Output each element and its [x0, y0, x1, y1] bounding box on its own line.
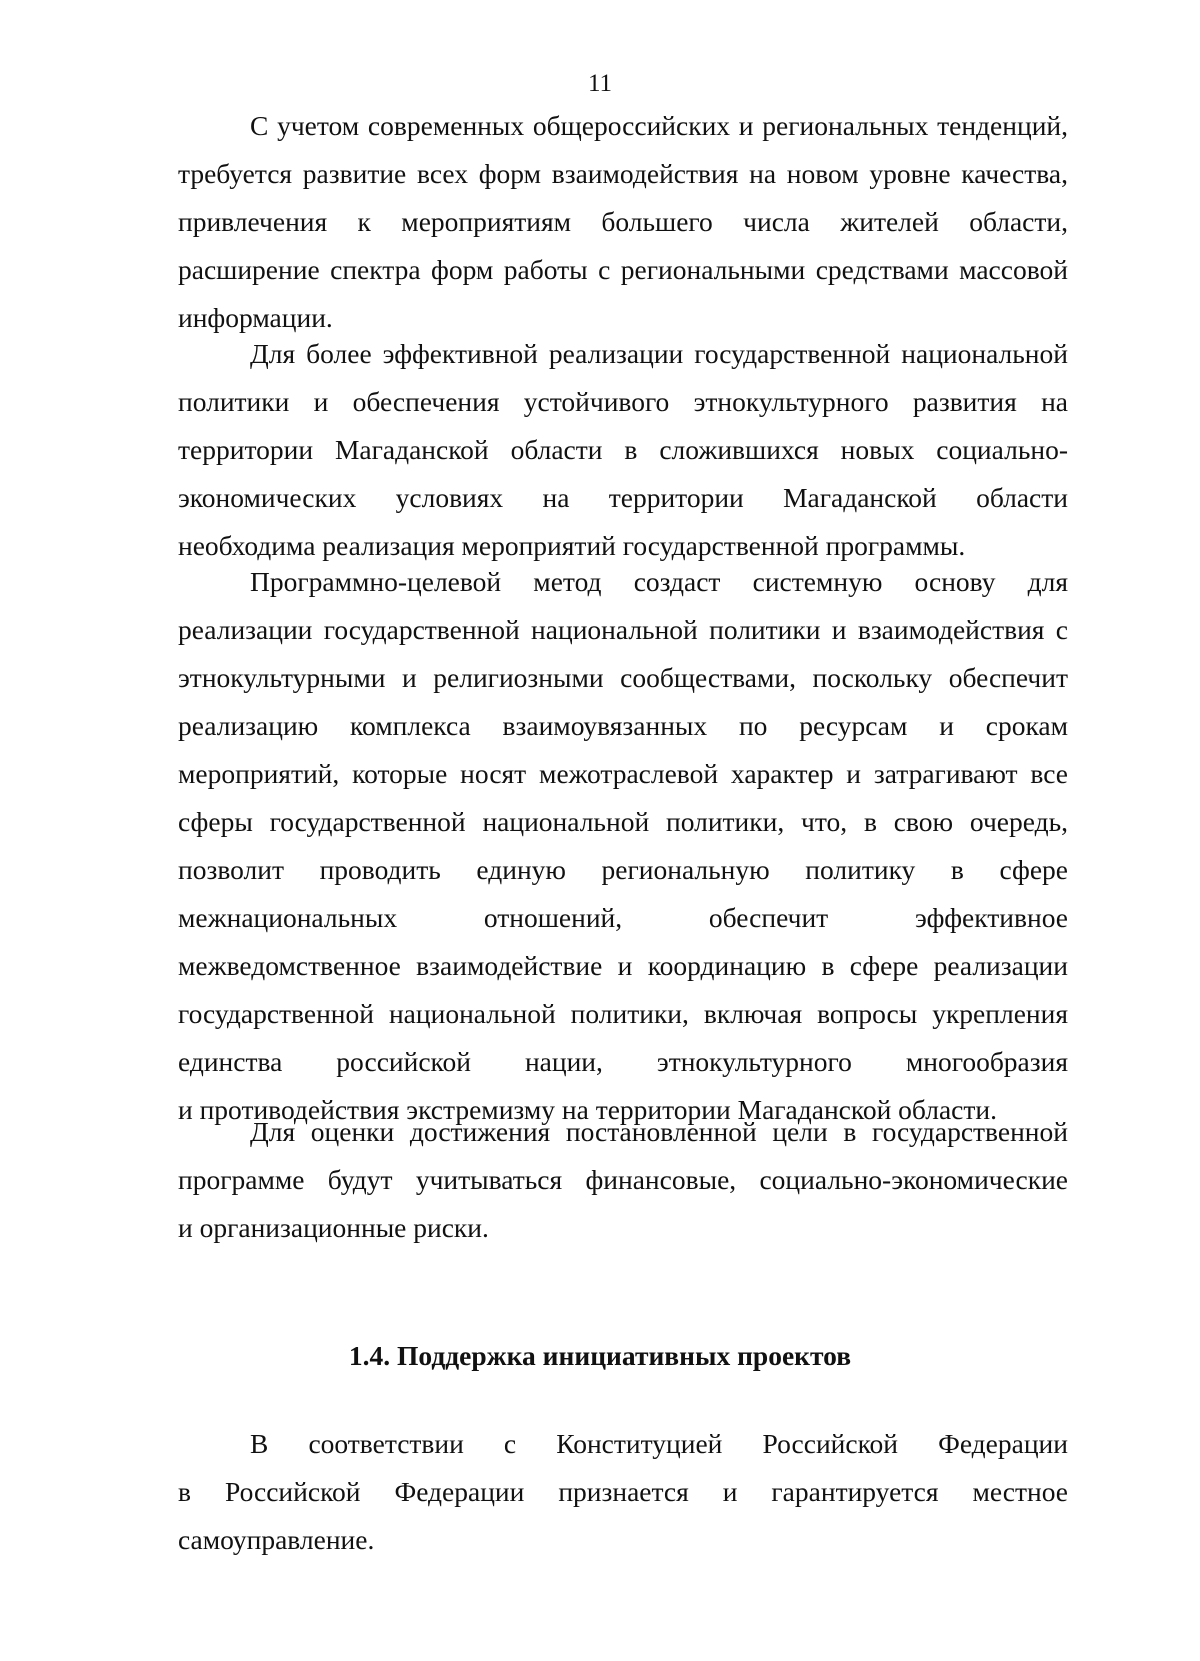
text-line: С учетом современных общероссийских и региональных тенденций, — [250, 110, 1068, 141]
paragraph-2 — [178, 330, 1068, 570]
text-line: в Российской Федерации признается и гарантируется местное — [178, 1476, 1068, 1507]
text-line: реализацию комплекса взаимоувязанных по ресурсам и срокам — [178, 710, 1068, 741]
text-line: и противодействия экстремизму на территории Магаданской области. — [178, 1094, 997, 1125]
text-line: программе будут учитываться финансовые, социально-экономические — [178, 1164, 1068, 1195]
paragraph-4 — [178, 1108, 1068, 1252]
text-line: позволит проводить единую региональную политику в сфере — [178, 854, 1068, 885]
text-line: государственной национальной политики, включая вопросы укрепления — [178, 998, 1068, 1029]
paragraph-1 — [178, 102, 1068, 342]
paragraph-3 — [178, 558, 1068, 1134]
text-line: территории Магаданской области в сложившихся новых социально- — [178, 434, 1068, 465]
text-line: реализации государственной национальной политики и взаимодействия с — [178, 614, 1068, 645]
text-line: Для оценки достижения постановленной цели в государственной — [250, 1116, 1068, 1147]
text-line: расширение спектра форм работы с региональными средствами массовой — [178, 254, 1068, 285]
text-line: необходима реализация мероприятий государственной программы. — [178, 530, 966, 561]
text-line: Для более эффективной реализации государственной национальной — [250, 338, 1068, 369]
text-line: экономических условиях на территории Магаданской области — [178, 482, 1068, 513]
text-line: мероприятий, которые носят межотраслевой характер и затрагивают все — [178, 758, 1068, 789]
text-line: самоуправление. — [178, 1524, 375, 1555]
text-line: требуется развитие всех форм взаимодействия на новом уровне качества, — [178, 158, 1068, 189]
text-line: информации. — [178, 302, 333, 333]
text-line: Программно-целевой метод создаст системную основу для — [250, 566, 1068, 597]
section-paragraph-1 — [178, 1420, 1068, 1564]
page-number: 11 — [587, 70, 613, 97]
section-heading: 1.4. Поддержка инициативных проектов — [348, 1340, 852, 1371]
text-line: В соответствии с Конституцией Российской Федерации — [250, 1428, 1068, 1459]
text-line: сферы государственной национальной политики, что, в свою очередь, — [178, 806, 1068, 837]
text-line: единства российской нации, этнокультурного многообразия — [178, 1046, 1068, 1077]
text-line: привлечения к мероприятиям большего числа жителей области, — [178, 206, 1068, 237]
text-line: этнокультурными и религиозными сообществами, поскольку обеспечит — [178, 662, 1068, 693]
text-line: межнациональных отношений, обеспечит эффективное — [178, 902, 1068, 933]
text-line: и организационные риски. — [178, 1212, 489, 1243]
text-line: межведомственное взаимодействие и координацию в сфере реализации — [178, 950, 1068, 981]
text-line: политики и обеспечения устойчивого этнокультурного развития на — [178, 386, 1068, 417]
